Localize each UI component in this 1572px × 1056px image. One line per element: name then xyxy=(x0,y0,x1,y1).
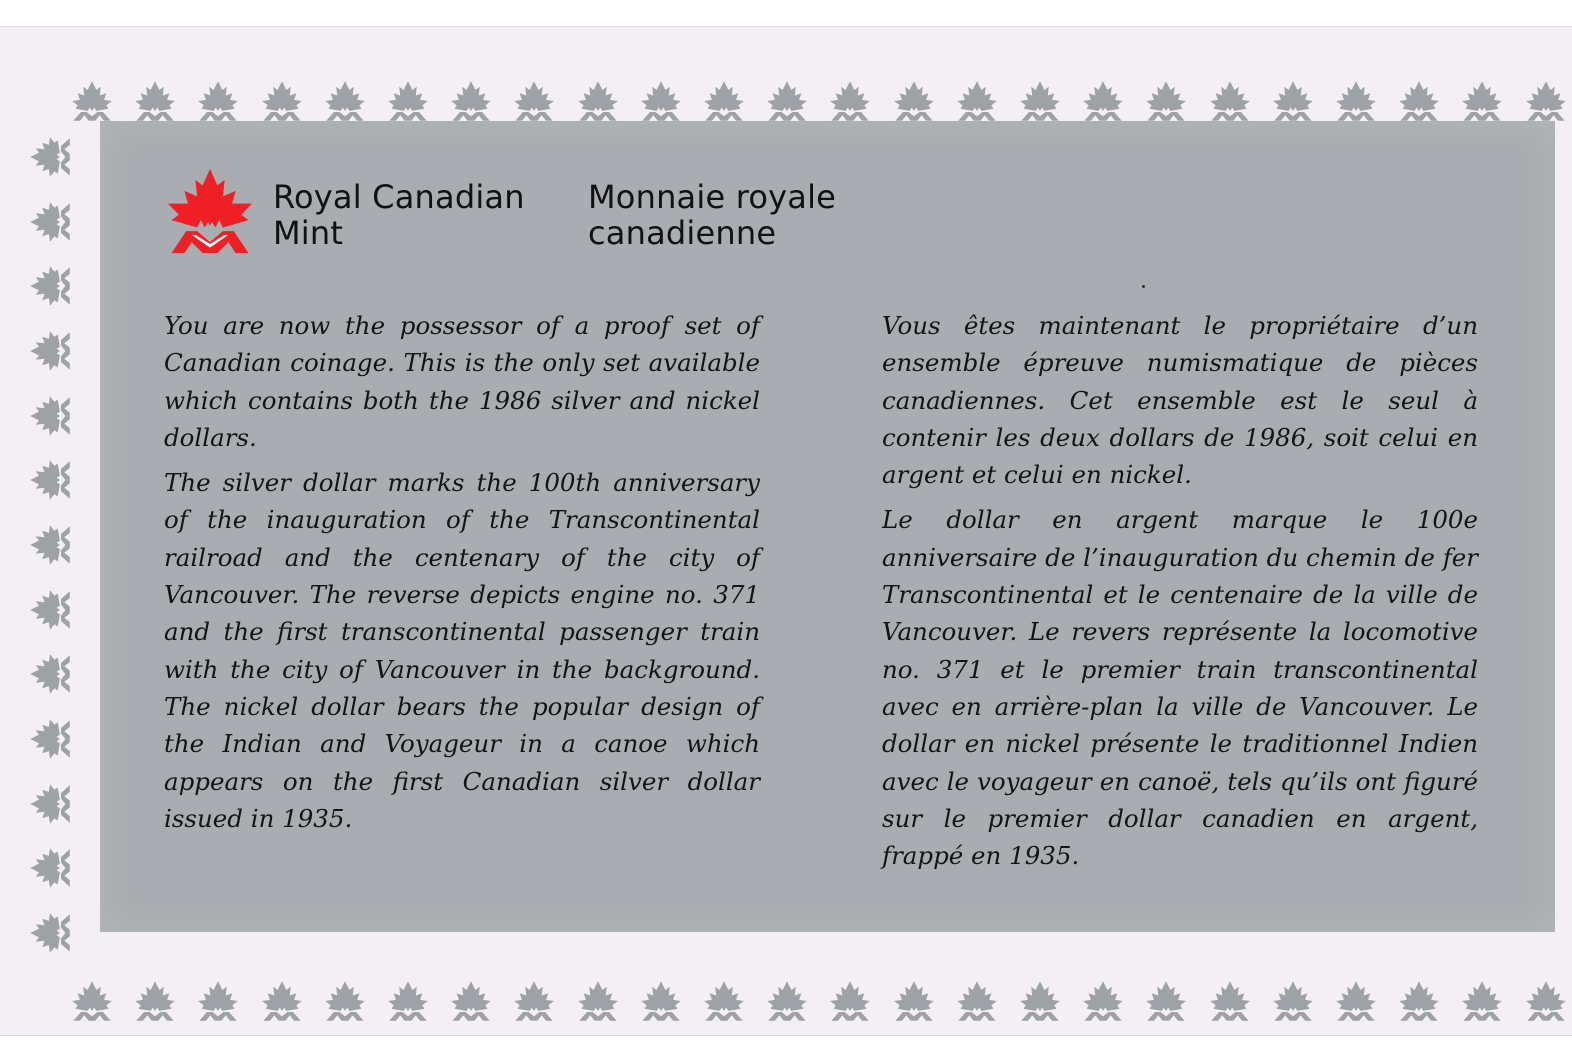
maple-leaf-border-icon xyxy=(28,523,72,567)
maple-leaf-border-icon xyxy=(1144,79,1188,123)
maple-leaf-border-icon xyxy=(1397,79,1441,123)
left-leaf-border xyxy=(26,135,74,955)
print-speck xyxy=(1142,285,1145,288)
text-panel xyxy=(100,121,1555,932)
maple-leaf-border-icon xyxy=(28,458,72,502)
maple-leaf-border-icon xyxy=(1208,79,1252,123)
maple-leaf-border-icon xyxy=(512,79,556,123)
brand-fr-line2: canadienne xyxy=(588,214,777,252)
brand-name-english xyxy=(273,179,525,251)
maple-leaf-border-icon xyxy=(1018,79,1062,123)
maple-leaf-border-icon xyxy=(28,846,72,890)
maple-leaf-border-icon xyxy=(828,79,872,123)
maple-leaf-border-icon xyxy=(765,79,809,123)
maple-leaf-border-icon xyxy=(1334,79,1378,123)
maple-leaf-border-icon xyxy=(28,588,72,632)
maple-leaf-border-icon xyxy=(323,79,367,123)
brand-en-line1: Royal Canadian xyxy=(273,178,525,216)
maple-leaf-border-icon xyxy=(28,135,72,179)
maple-leaf-border-icon xyxy=(196,79,240,123)
maple-leaf-border-icon xyxy=(828,979,872,1023)
maple-leaf-border-icon xyxy=(1271,79,1315,123)
maple-leaf-border-icon xyxy=(1018,979,1062,1023)
maple-leaf-border-icon xyxy=(1460,979,1504,1023)
maple-leaf-border-icon xyxy=(70,79,114,123)
maple-leaf-border-icon xyxy=(28,394,72,438)
maple-leaf-border-icon xyxy=(28,652,72,696)
french-paragraph-2: Le dollar en argent marque le 100e anniversaire de l’inauguration du chemin de fer Transcontinental et le centenaire de la ville de Vancouver. Le revers représente la locomotive no. 371 et le premier train transcontinental avec en arrière-plan la ville de Vancouver. Le dollar en nickel présente le traditionnel Indien avec le voyageur en canoë, tels qu’ils ont figuré sur le premier dollar canadien en argent, frappé en 1935. xyxy=(882,505,1478,871)
maple-leaf-border-icon xyxy=(1144,979,1188,1023)
maple-leaf-border-icon xyxy=(576,979,620,1023)
maple-leaf-border-icon xyxy=(323,979,367,1023)
brand-fr-line1: Monnaie royale xyxy=(588,178,837,216)
maple-leaf-border-icon xyxy=(260,79,304,123)
maple-leaf-border-icon xyxy=(1524,979,1568,1023)
maple-leaf-border-icon xyxy=(260,979,304,1023)
maple-leaf-border-icon xyxy=(702,79,746,123)
french-paragraph-1: Vous êtes maintenant le propriétaire d’un ensemble épreuve numismatique de pièces canadiennes. Cet ensemble est le seul à contenir les deux dollars de 1986, soit celui en argent et celui en nickel. xyxy=(882,311,1478,490)
maple-leaf-border-icon xyxy=(1208,979,1252,1023)
maple-leaf-border-icon xyxy=(765,979,809,1023)
maple-leaf-border-icon xyxy=(892,79,936,123)
maple-leaf-mint-logo-icon xyxy=(164,167,256,255)
maple-leaf-border-icon xyxy=(1397,979,1441,1023)
maple-leaf-border-icon xyxy=(28,782,72,826)
maple-leaf-border-icon xyxy=(386,79,430,123)
maple-leaf-border-icon xyxy=(386,979,430,1023)
maple-leaf-border-icon xyxy=(639,979,683,1023)
maple-leaf-border-icon xyxy=(702,979,746,1023)
maple-leaf-border-icon xyxy=(28,200,72,244)
maple-leaf-border-icon xyxy=(1271,979,1315,1023)
maple-leaf-border-icon xyxy=(1081,979,1125,1023)
english-paragraph-2: The silver dollar marks the 100th anniversary of the inauguration of the Transcontinental railroad and the centenary of the city of Vancouver. The reverse depicts engine no. 371 and the first transcontinental passenger train with the city of Vancouver in the background. The nickel dollar bears the popular design of the Indian and Voyageur in a canoe which appears on the first Canadian silver dollar issued in 1935. xyxy=(164,468,760,833)
maple-leaf-border-icon xyxy=(28,717,72,761)
maple-leaf-border-icon xyxy=(449,79,493,123)
maple-leaf-border-icon xyxy=(133,979,177,1023)
maple-leaf-border-icon xyxy=(1524,79,1568,123)
english-text-column xyxy=(164,307,760,845)
bottom-leaf-border xyxy=(70,977,1572,1025)
maple-leaf-border-icon xyxy=(576,79,620,123)
maple-leaf-border-icon xyxy=(955,79,999,123)
maple-leaf-border-icon xyxy=(28,264,72,308)
maple-leaf-border-icon xyxy=(892,979,936,1023)
top-leaf-border xyxy=(70,77,1572,125)
maple-leaf-border-icon xyxy=(449,979,493,1023)
maple-leaf-border-icon xyxy=(196,979,240,1023)
maple-leaf-border-icon xyxy=(639,79,683,123)
maple-leaf-border-icon xyxy=(512,979,556,1023)
maple-leaf-border-icon xyxy=(28,911,72,955)
maple-leaf-border-icon xyxy=(1081,79,1125,123)
maple-leaf-border-icon xyxy=(70,979,114,1023)
english-paragraph-1: You are now the possessor of a proof set of Canadian coinage. This is the only set available which contains both the 1986 silver and nickel dollars. xyxy=(164,311,760,452)
french-text-column xyxy=(882,307,1478,882)
maple-leaf-border-icon xyxy=(1460,79,1504,123)
brand-en-line2: Mint xyxy=(273,214,344,252)
maple-leaf-border-icon xyxy=(28,329,72,373)
maple-leaf-border-icon xyxy=(955,979,999,1023)
maple-leaf-border-icon xyxy=(133,79,177,123)
maple-leaf-border-icon xyxy=(1334,979,1378,1023)
brand-name-french xyxy=(588,179,836,251)
